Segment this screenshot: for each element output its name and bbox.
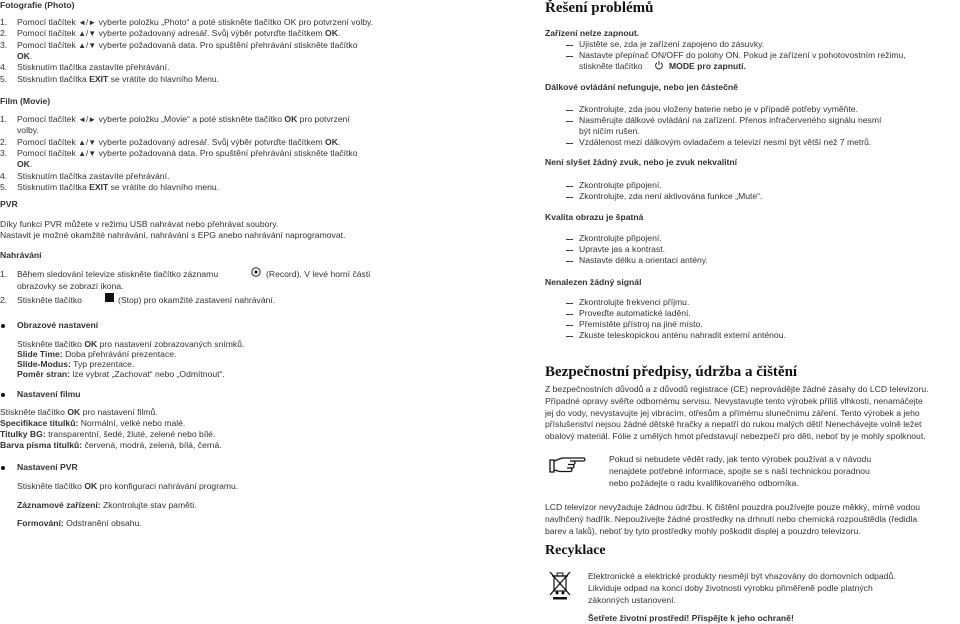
step-text: OK	[17, 50, 30, 61]
step-number: 2.	[0, 136, 8, 147]
step-line	[0, 40, 358, 51]
step-number: 5.	[0, 73, 8, 84]
remote-problem-heading: Dálkové ovládání nefunguje, nebo jen částečně	[545, 82, 738, 92]
recording-heading: Nahrávání	[0, 250, 42, 260]
film-settings-line-3: Titulky BG: transparentní, šedé, žluté, zelené nebo bílé.	[0, 429, 216, 439]
bullet-icon	[1, 324, 5, 328]
recording-step-2-number: 2.	[0, 295, 8, 305]
step-line	[0, 17, 373, 28]
step-line	[0, 125, 39, 136]
safety-line: obalový materiál. Fólie z umělých hmot představují nebezpečí pro děti, neboť by je mohly spolknout.	[545, 431, 926, 442]
power-problem-heading: Zařízení nelze zapnout.	[545, 28, 640, 38]
film-settings-heading: Nastavení filmu	[17, 389, 81, 399]
step-line	[0, 137, 340, 148]
recording-step-1-number: 1.	[0, 269, 8, 279]
recycling-slogan: Šetřete životní prostředí! Přispějte k jeho ochraně!	[588, 613, 794, 623]
recycling-line: Likviduje odpad na konci doby životnosti výrobku přiměřeně podle platných	[588, 582, 873, 593]
image-item-1: Zkontrolujte připojení.	[579, 233, 662, 243]
recording-step-1-text-line2: obrazovky se zobrazí ikona.	[17, 281, 124, 291]
step-text: Stisknutím tlačítka zastavíte přehrávání.	[17, 62, 170, 73]
sound-problem-heading: Není slyšet žádný zvuk, nebo je zvuk nekvalitní	[545, 157, 737, 167]
pvr-settings-line-3: Formování: Odstranění obsahu.	[17, 518, 142, 528]
step-text: se vrátíte do hlavního menu.	[108, 181, 220, 192]
arrow-keys-icon: ◄/►	[78, 115, 97, 124]
cleaning-line: navlhčený hadřík. Nepoužívejte žádné prostředky na drhnutí nebo chemická rozpouštědla (ředidla	[545, 513, 918, 524]
pvr-settings-line-2: Záznamové zařízení: Zkontrolujte stav paměti.	[17, 500, 197, 510]
troubleshooting-heading: Řešení problémů	[545, 0, 654, 16]
step-line	[0, 62, 169, 73]
dash-icon	[566, 336, 573, 337]
step-text: OK	[325, 28, 338, 39]
step-text: OK	[325, 136, 338, 147]
signal-problem-heading: Nenalezen žádný signál	[545, 277, 642, 287]
step-text: OK	[284, 114, 298, 124]
step-text: .	[29, 159, 33, 170]
step-text: vyberte požadovaná data. Pro spuštění přehrávání stiskněte tlačítko	[96, 39, 358, 50]
step-text: .	[337, 28, 341, 39]
note-line: nebo požádejte o radu kvalifikovaného odborníka.	[609, 477, 799, 488]
recording-step-1-text-cont: (Record). V levé horní části	[266, 269, 371, 279]
step-text: .	[29, 50, 33, 61]
stop-button-icon	[105, 293, 114, 302]
step-number: 1.	[0, 17, 8, 27]
step-number: 4.	[0, 170, 8, 181]
remote-item-1: Zkontrolujte, zda jsou vloženy baterie nebo je v případě potřeby vyměňte.	[579, 104, 858, 114]
step-line	[0, 28, 340, 39]
step-text: Pomocí tlačítek	[17, 28, 79, 39]
sound-item-2: Zkontrolujte, zda není aktivována funkce „Mute“.	[579, 191, 763, 201]
step-text: volby.	[17, 125, 39, 136]
step-number: 4.	[0, 62, 8, 73]
bullet-icon	[1, 393, 5, 397]
dash-icon	[566, 250, 573, 251]
image-settings-line-3: Slide-Modus: Typ prezentace.	[17, 359, 135, 369]
step-text: vyberte položku „Photo“ a poté stiskněte tlačítko OK pro potvrzení volby.	[96, 17, 374, 27]
pvr-intro-1: Díky funkci PVR můžete v režimu USB nahrávat nebo přehrávat soubory.	[0, 219, 279, 229]
film-settings-line-1: Stiskněte tlačítko OK pro nastavení filmů.	[0, 407, 158, 417]
step-number: 1.	[0, 114, 8, 124]
dash-icon	[566, 197, 573, 198]
step-text: se vrátíte do hlavního Menu.	[108, 73, 220, 84]
remote-item-3: Vzdálenost mezi dálkovým ovladačem a televizí nesmí být větší než 7 metrů.	[579, 137, 872, 147]
step-number: 3.	[0, 147, 8, 158]
step-text: Stisknutím tlačítka zastavíte přehrávání.	[17, 170, 170, 181]
left-column	[0, 0, 470, 624]
film-settings-line-2: Specifikace titulků: Normální, velké nebo malé.	[0, 418, 186, 428]
right-column	[480, 0, 960, 624]
dash-icon	[566, 45, 573, 46]
power-item-2-cont: stiskněte tlačítko	[579, 61, 643, 71]
pvr-settings-line-1: Stiskněte tlačítko OK pro konfiguraci nahrávání programu.	[17, 481, 239, 491]
remote-item-2: Nasměrujte dálkové ovládání na zařízení. Přenos infračerveného signálu nesmí	[579, 115, 882, 125]
pvr-heading: PVR	[0, 199, 18, 209]
arrow-keys-icon: ◄/►	[78, 18, 97, 27]
step-text: Pomocí tlačítek	[17, 17, 79, 27]
crossed-out-bin-icon	[548, 570, 572, 600]
recording-step-2-text: Stiskněte tlačítko	[17, 295, 82, 305]
power-icon	[654, 60, 664, 70]
step-line	[0, 74, 219, 85]
step-line	[0, 182, 219, 193]
image-problem-heading: Kvalita obrazu je špatná	[545, 212, 644, 222]
step-text: EXIT	[89, 181, 109, 192]
power-item-2-mode: MODE pro zapnutí.	[669, 61, 746, 71]
pvr-settings-heading: Nastavení PVR	[17, 462, 78, 472]
safety-line: jej do vody, nevystavujte jej vibracím, otřesům a přímému slunečnímu záření. Tento výrobek a jeho	[545, 407, 920, 418]
image-settings-line-2: Slide Time: Doba přehrávání prezentace.	[17, 349, 177, 359]
dash-icon	[566, 303, 573, 304]
step-line	[0, 159, 32, 170]
step-text: vyberte požadovaný adresář. Svůj výběr potvrďte tlačítkem	[96, 28, 326, 39]
safety-line: Případné opravy svěřte odbornému servisu. Nevystavujte tento výrobek příliš vlhkosti, nenamáčejte	[545, 395, 923, 406]
dash-icon	[566, 314, 573, 315]
film-settings-line-4: Barva písma titulků: červená, modrá, zelená, bílá, černá.	[0, 440, 222, 450]
dash-icon	[566, 110, 573, 111]
step-text: vyberte požadovaný adresář. Svůj výběr potvrďte tlačítkem	[96, 136, 326, 147]
recording-step-1-text: Během sledování televize stiskněte tlačítko záznamu	[17, 269, 219, 279]
dash-icon	[566, 325, 573, 326]
step-text: .	[337, 136, 341, 147]
cleaning-line: LCD televizor nevyžaduje žádnou údržbu. K čištění pouzdra používejte pouze měkký, mírně vodou	[545, 502, 920, 512]
safety-line: příslušenství nejsou žádné dětské hračky a nepatří do rukou malých dětí! Nenechávejte volně ležet	[545, 419, 922, 430]
step-number: 5.	[0, 181, 8, 192]
power-item-1: Ujistěte se, zda je zařízení zapojeno do zásuvky.	[579, 39, 765, 49]
signal-item-3: Přemístěte přístroj na jiné místo.	[579, 319, 703, 329]
step-line	[0, 171, 169, 182]
recycling-line: Elektronické a elektrické produkty nesmějí být vhazovány do domovních odpadů.	[588, 571, 896, 581]
recycling-heading: Recyklace	[545, 543, 606, 558]
image-settings-line-1: Stiskněte tlačítko OK pro nastavení zobrazovaných snímků.	[17, 339, 245, 349]
dash-icon	[566, 56, 573, 57]
step-text: Pomocí tlačítek	[17, 147, 79, 158]
signal-item-1: Zkontrolujte frekvenci příjmu.	[579, 297, 690, 307]
step-text: OK	[17, 159, 30, 170]
step-text: EXIT	[89, 73, 109, 84]
sound-item-1: Zkontrolujte připojení.	[579, 180, 662, 190]
bullet-icon	[1, 466, 5, 470]
photo-heading: Fotografie (Photo)	[0, 0, 75, 10]
pvr-intro-2: Nastavit je možné okamžité nahrávání, nahrávání s EPG anebo nahrávání naprogramovat.	[0, 230, 346, 240]
dash-icon	[566, 143, 573, 144]
arrow-keys-icon: ▲/▼	[78, 137, 97, 147]
pointing-hand-icon	[548, 452, 588, 476]
image-item-3: Nastavte délku a orientaci antény.	[579, 255, 708, 265]
recording-step-2-text-cont: (Stop) pro okamžité zastavení nahrávání.	[118, 295, 276, 305]
step-line	[0, 51, 32, 62]
step-text: vyberte požadovaná data. Pro spuštění přehrávání stiskněte tlačítko	[96, 147, 358, 158]
step-text: Pomocí tlačítek	[17, 136, 79, 147]
arrow-keys-icon: ▲/▼	[78, 40, 97, 50]
power-item-2: Nastavte přepínač ON/OFF do polohy ON. Pokud je zařízení v pohotovostním režimu,	[579, 50, 906, 60]
step-line	[0, 148, 358, 159]
signal-item-4: Zkuste teleskopickou anténu nahradit externí anténou.	[579, 330, 786, 340]
remote-item-2-cont: být ničím rušen.	[579, 126, 640, 136]
safety-heading: Bezpečnostní předpisy, údržba a čištění	[545, 364, 798, 380]
dash-icon	[566, 261, 573, 262]
cleaning-line: barev a laků), neboť by tyto prostředky mohly poškodit displej a pouzdro televizoru.	[545, 525, 861, 536]
step-line	[0, 114, 350, 125]
record-button-icon	[251, 267, 261, 277]
movie-heading: Film (Movie)	[0, 96, 51, 106]
recycling-line: zákonných ustanovení.	[588, 594, 676, 605]
dash-icon	[566, 186, 573, 187]
image-item-2: Upravte jas a kontrast.	[579, 244, 665, 254]
step-text: pro potvrzení	[297, 114, 350, 124]
dash-icon	[566, 121, 573, 122]
signal-item-2: Proveďte automatické ladění.	[579, 308, 691, 318]
dash-icon	[566, 239, 573, 240]
safety-line: Z bezpečnostních důvodů a z důvodů registrace (CE) neprovádějte žádné zásahy do LCD televizoru.	[545, 384, 929, 394]
step-number: 3.	[0, 39, 8, 50]
arrow-keys-icon: ▲/▼	[78, 29, 97, 39]
arrow-keys-icon: ▲/▼	[78, 148, 97, 158]
step-text: Stisknutím tlačítka	[17, 73, 90, 84]
note-line: nenajdete potřebné informace, spojte se s naší technickou poradnou	[609, 465, 870, 476]
note-line: Pokud si nebudete vědět rady, jak tento výrobek používat a v návodu	[609, 454, 872, 464]
step-number: 2.	[0, 28, 8, 39]
step-text: vyberte položku „Movie“ a poté stiskněte tlačítko	[96, 114, 285, 124]
step-text: Pomocí tlačítek	[17, 39, 79, 50]
image-settings-heading: Obrazové nastavení	[17, 320, 99, 330]
step-text: Stisknutím tlačítka	[17, 181, 90, 192]
step-text: Pomocí tlačítek	[17, 114, 79, 124]
image-settings-line-4: Poměr stran: lze vybrat „Zachovat“ nebo „Odmítnout“.	[17, 369, 225, 379]
